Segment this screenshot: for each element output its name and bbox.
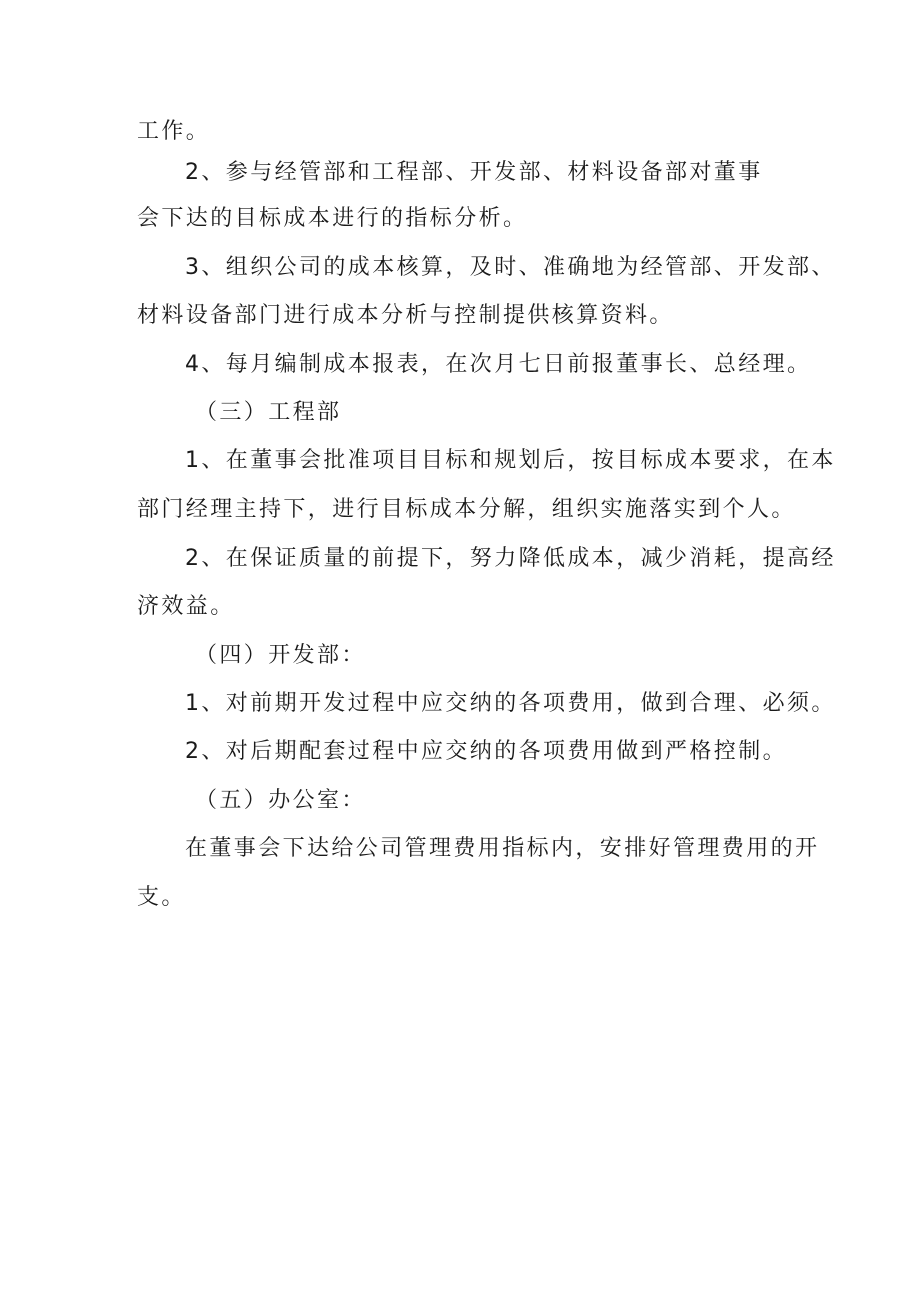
text-line: 2、对后期配套过程中应交纳的各项费用做到严格控制。 [185, 739, 787, 764]
text-line: 1、在董事会批准项目目标和规划后，按目标成本要求，在本 [185, 448, 836, 473]
text-line: 3、组织公司的成本核算，及时、准确地为经管部、开发部、 [185, 255, 836, 280]
text-line: 4、每月编制成本报表，在次月七日前报董事长、总经理。 [185, 352, 812, 377]
text-line: 支。 [137, 885, 186, 910]
text-line: 1、对前期开发过程中应交纳的各项费用，做到合理、必须。 [185, 691, 836, 716]
text-line: 材料设备部门进行成本分析与控制提供核算资料。 [137, 303, 674, 328]
text-line: 工作。 [137, 119, 211, 144]
section-heading-engineering: （三）工程部 [195, 400, 342, 425]
text-line: 济效益。 [137, 594, 235, 619]
text-line: 2、在保证质量的前提下，努力降低成本，减少消耗，提高经 [185, 546, 836, 571]
text-line: 部门经理主持下，进行目标成本分解，组织实施落实到个人。 [137, 497, 796, 522]
section-heading-office: （五）办公室： [195, 788, 366, 813]
text-line: 2、参与经管部和工程部、开发部、材料设备部对董事 [185, 160, 763, 185]
section-heading-development: （四）开发部： [195, 643, 366, 668]
text-line: 会下达的目标成本进行的指标分析。 [137, 206, 528, 231]
text-line: 在董事会下达给公司管理费用指标内，安排好管理费用的开 [185, 836, 820, 861]
